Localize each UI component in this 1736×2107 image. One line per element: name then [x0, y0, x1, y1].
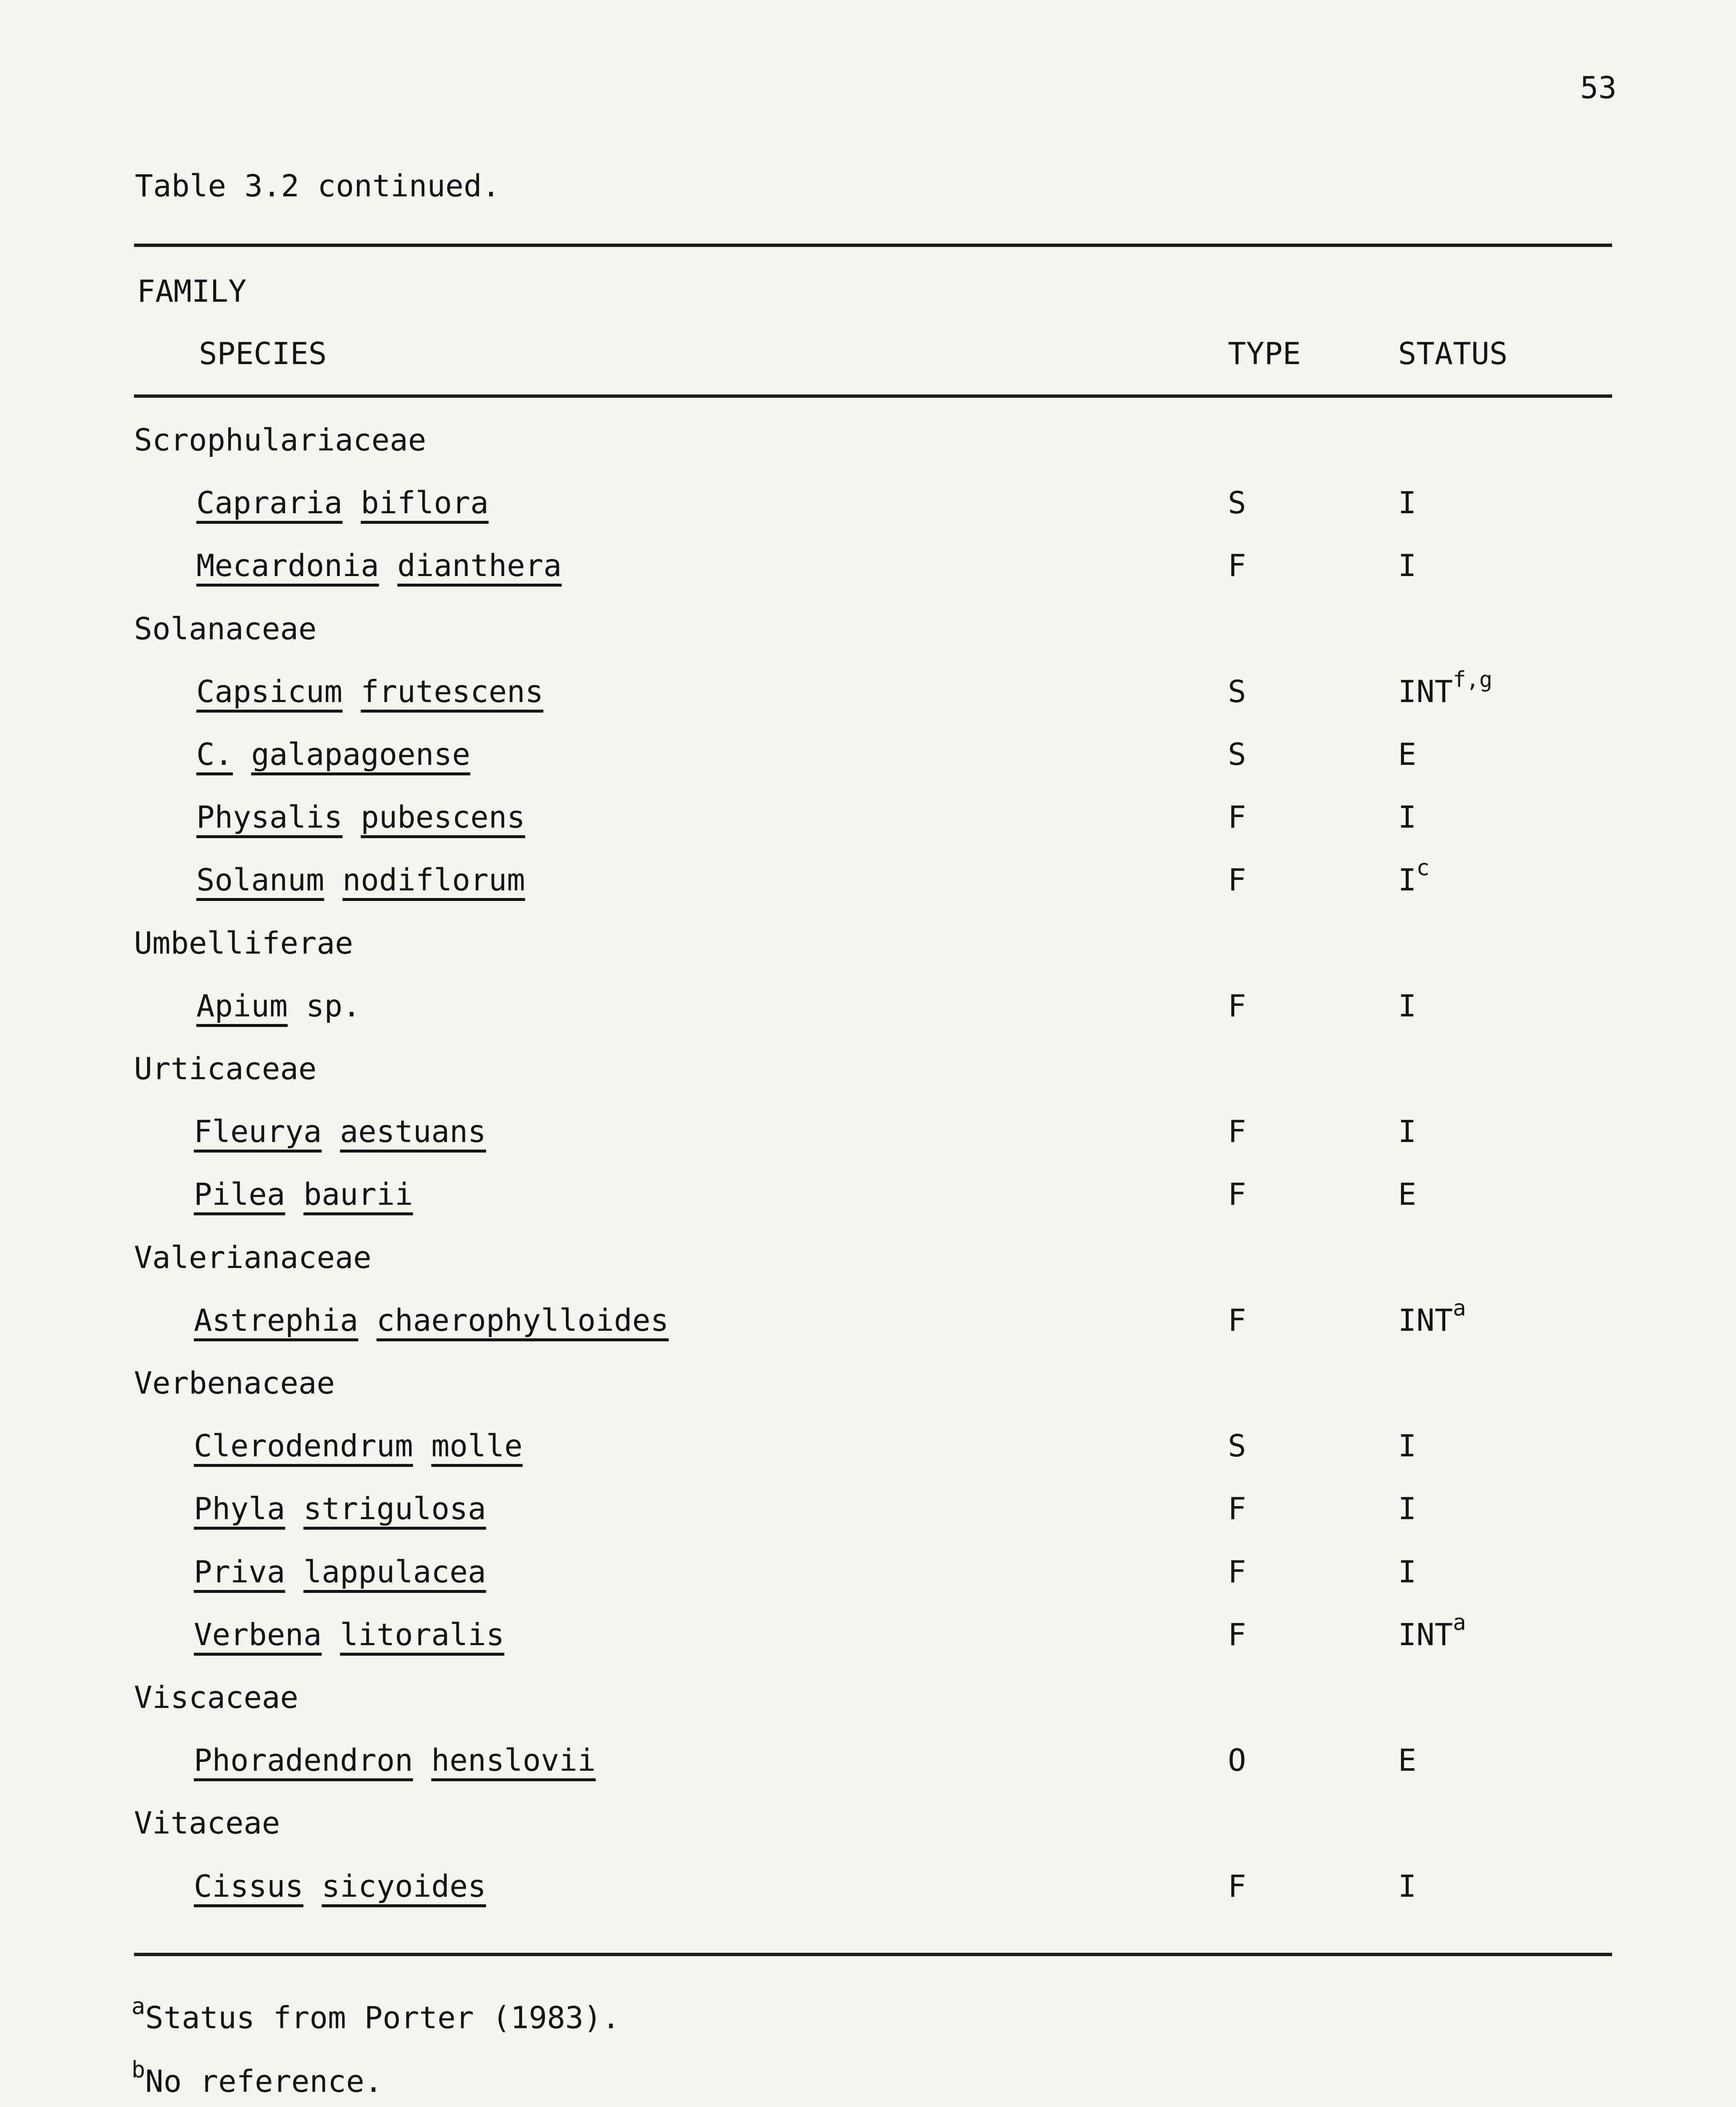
header-type: TYPE	[1228, 336, 1301, 371]
page-number: 53	[1580, 70, 1617, 105]
species-status: INT$^a$	[1398, 1296, 1466, 1338]
species-status: I	[1398, 1428, 1417, 1464]
species-status: $I^c$	[1398, 855, 1430, 898]
species-name: Physalis pubescens	[196, 799, 525, 835]
species-type: F	[1228, 1114, 1246, 1149]
status-note: a	[1453, 1296, 1466, 1321]
species-status: I	[1398, 1554, 1417, 1590]
family-name: Umbelliferae	[134, 925, 354, 961]
species-name: Fleurya aestuans	[194, 1114, 486, 1149]
species-name: Apium sp.	[196, 988, 361, 1024]
species-name: C. galapagoense	[196, 737, 471, 772]
species-type: F	[1228, 799, 1246, 835]
footnote: $^b$No reference.	[131, 2056, 383, 2099]
species-name: Mecardonia dianthera	[196, 548, 562, 583]
species-status: INT$^{f,g}$	[1398, 667, 1492, 709]
family-name: Solanaceae	[134, 611, 317, 646]
species-name: Priva lappulacea	[194, 1554, 486, 1590]
species-type: F	[1228, 1177, 1246, 1212]
species-type: S	[1228, 1428, 1246, 1464]
species-status: I	[1398, 1868, 1417, 1904]
species-name: Clerodendrum molle	[194, 1428, 523, 1464]
species-status: I	[1398, 485, 1417, 520]
status-note: f,g	[1453, 667, 1492, 692]
species-type: S	[1228, 737, 1246, 772]
header-bottom-rule	[134, 394, 1612, 398]
species-status: I	[1398, 988, 1417, 1024]
family-name: Scrophulariaceae	[134, 422, 426, 458]
species-status: I	[1398, 1114, 1417, 1149]
species-type: S	[1228, 485, 1246, 520]
family-name: Viscaceae	[134, 1680, 299, 1715]
footnote: $^a$Status from Porter (1983).	[131, 1993, 620, 2035]
species-type: F	[1228, 1554, 1246, 1590]
species-name: Capraria biflora	[196, 485, 489, 520]
species-type: S	[1228, 674, 1246, 709]
family-name: Vitaceae	[134, 1805, 280, 1841]
table-title: Table 3.2 continued.	[135, 168, 500, 204]
species-name: Solanum nodiflorum	[196, 862, 525, 898]
species-type: F	[1228, 1617, 1246, 1652]
species-status: I	[1398, 548, 1417, 583]
species-status: E	[1398, 1177, 1417, 1212]
header-species: SPECIES	[199, 336, 327, 371]
species-name: Astrephia chaerophylloides	[194, 1303, 669, 1338]
species-type: O	[1228, 1742, 1246, 1778]
species-type: F	[1228, 862, 1246, 898]
species-type: F	[1228, 988, 1246, 1024]
status-note: a	[1453, 1610, 1466, 1635]
species-name: Capsicum frutescens	[196, 674, 544, 709]
species-type: F	[1228, 548, 1246, 583]
species-status: E	[1398, 1742, 1417, 1778]
species-name: Phoradendron henslovii	[194, 1742, 596, 1778]
table-top-rule	[134, 244, 1612, 247]
species-type: F	[1228, 1303, 1246, 1338]
species-name: Pilea baurii	[194, 1177, 413, 1212]
species-status: E	[1398, 737, 1417, 772]
species-status: I	[1398, 799, 1417, 835]
species-name: Cissus sicyoides	[194, 1868, 486, 1904]
family-name: Verbenaceae	[134, 1365, 335, 1401]
species-status: INT$^a$	[1398, 1610, 1466, 1652]
header-status: STATUS	[1398, 336, 1508, 371]
species-status: I	[1398, 1491, 1417, 1526]
table-bottom-rule	[134, 1953, 1612, 1956]
species-type: F	[1228, 1491, 1246, 1526]
species-name: Phyla strigulosa	[194, 1491, 486, 1526]
family-name: Valerianaceae	[134, 1240, 372, 1275]
status-note: c	[1416, 855, 1430, 881]
species-type: F	[1228, 1868, 1246, 1904]
family-name: Urticaceae	[134, 1051, 317, 1086]
header-family: FAMILY	[137, 273, 247, 309]
species-name: Verbena litoralis	[194, 1617, 504, 1652]
